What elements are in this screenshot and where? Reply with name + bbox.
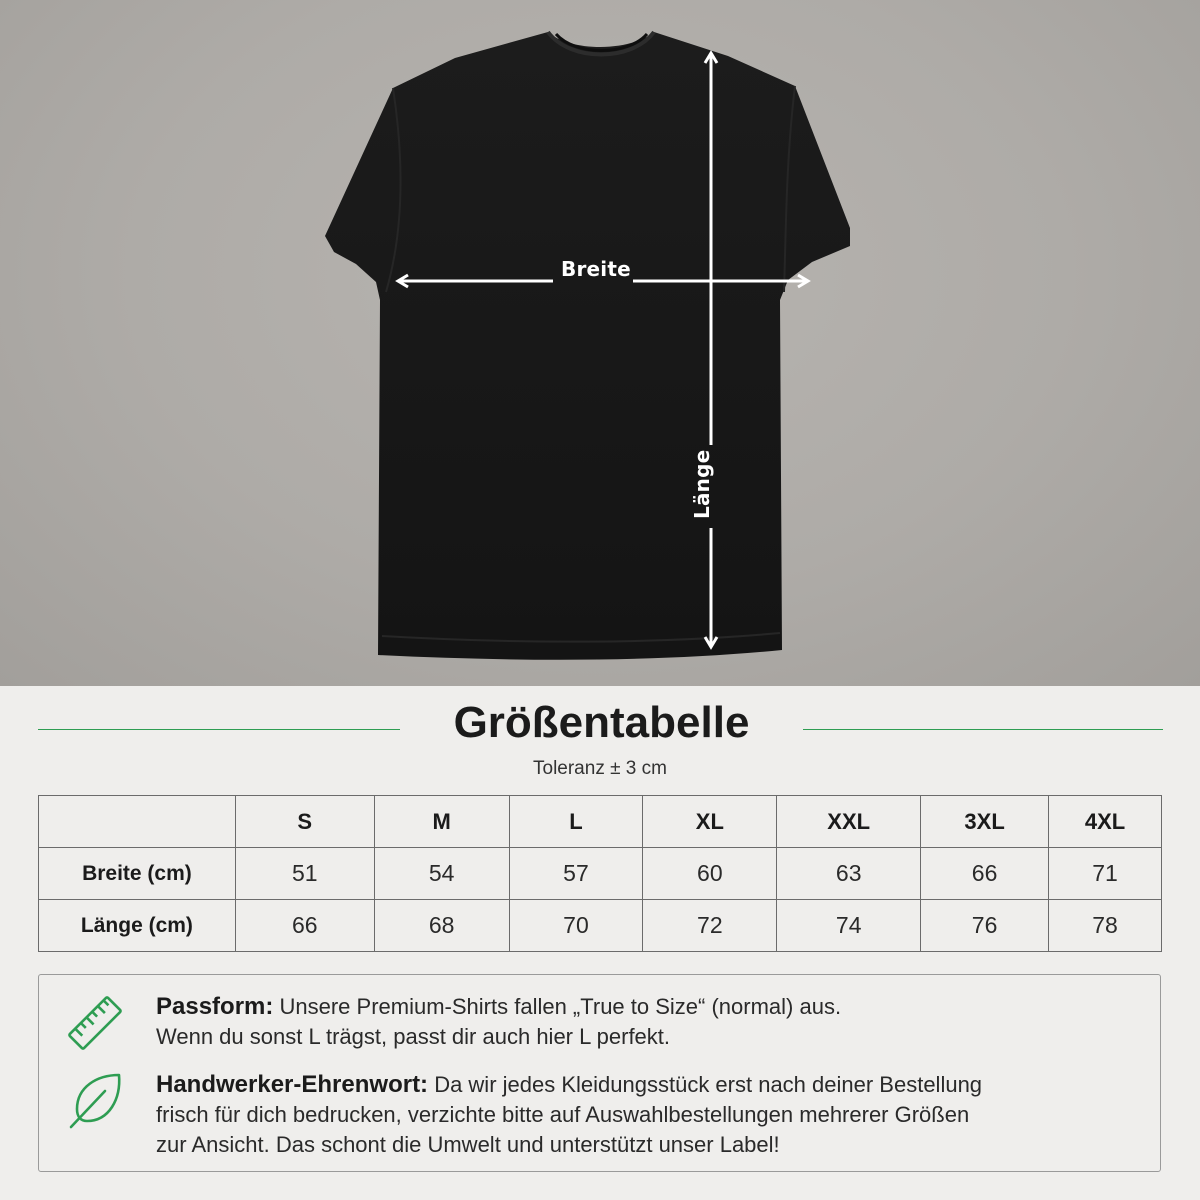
table-cell: 68: [374, 900, 509, 952]
table-cell: 72: [643, 900, 777, 952]
table-row: [39, 848, 1162, 900]
divider-right: [803, 729, 1163, 730]
size-header: M: [374, 796, 509, 848]
table-cell: 74: [777, 900, 921, 952]
promise-heading: Handwerker-Ehrenwort:: [156, 1071, 429, 1098]
size-header: XXL: [777, 796, 921, 848]
table-row: [39, 900, 1162, 952]
promise-text-1: Da wir jedes Kleidungsstück erst nach deiner Bestellung: [434, 1072, 983, 1097]
promise-line-1: [156, 1070, 982, 1100]
fit-info: [156, 992, 841, 1052]
size-header: S: [235, 796, 374, 848]
table-cell: 71: [1049, 848, 1162, 900]
ruler-icon: [65, 993, 125, 1058]
row-label-width: Breite (cm): [39, 848, 236, 900]
table-cell: 66: [921, 848, 1049, 900]
width-label: Breite: [561, 257, 631, 281]
leaf-icon: [67, 1069, 127, 1134]
size-header: XL: [643, 796, 777, 848]
size-chart-title: Größentabelle: [453, 698, 750, 747]
divider-left: [38, 729, 400, 730]
table-cell: 51: [235, 848, 374, 900]
fit-line-1: [156, 992, 841, 1022]
fit-heading: Passform:: [156, 993, 274, 1020]
size-table: [38, 795, 1162, 952]
table-cell: 60: [643, 848, 777, 900]
length-label: Länge: [690, 449, 714, 519]
size-chart-header: [0, 698, 1200, 758]
tolerance-note: Toleranz ± 3 cm: [533, 758, 667, 779]
table-cell: 78: [1049, 900, 1162, 952]
promise-text-2: frisch für dich bedrucken, verzichte bitte auf Auswahlbestellungen mehrerer Größen: [156, 1102, 970, 1127]
promise-info: [156, 1070, 982, 1160]
size-header: 3XL: [921, 796, 1049, 848]
info-box: [38, 974, 1161, 1172]
size-header: L: [509, 796, 643, 848]
table-corner-cell: [39, 796, 236, 848]
table-cell: 57: [509, 848, 643, 900]
size-header: 4XL: [1049, 796, 1162, 848]
promise-text-3: zur Ansicht. Das schont die Umwelt und unterstützt unser Label!: [156, 1132, 780, 1157]
row-label-length: Länge (cm): [39, 900, 236, 952]
table-cell: 54: [374, 848, 509, 900]
table-cell: 76: [921, 900, 1049, 952]
table-cell: 63: [777, 848, 921, 900]
tshirt-shape: [325, 32, 850, 660]
fit-text-1: Unsere Premium-Shirts fallen „True to Size“ (normal) aus.: [279, 994, 842, 1019]
fit-text-2: Wenn du sonst L trägst, passt dir auch hier L perfekt.: [156, 1024, 671, 1049]
table-cell: 66: [235, 900, 374, 952]
table-header-row: [39, 796, 1162, 848]
table-cell: 70: [509, 900, 643, 952]
